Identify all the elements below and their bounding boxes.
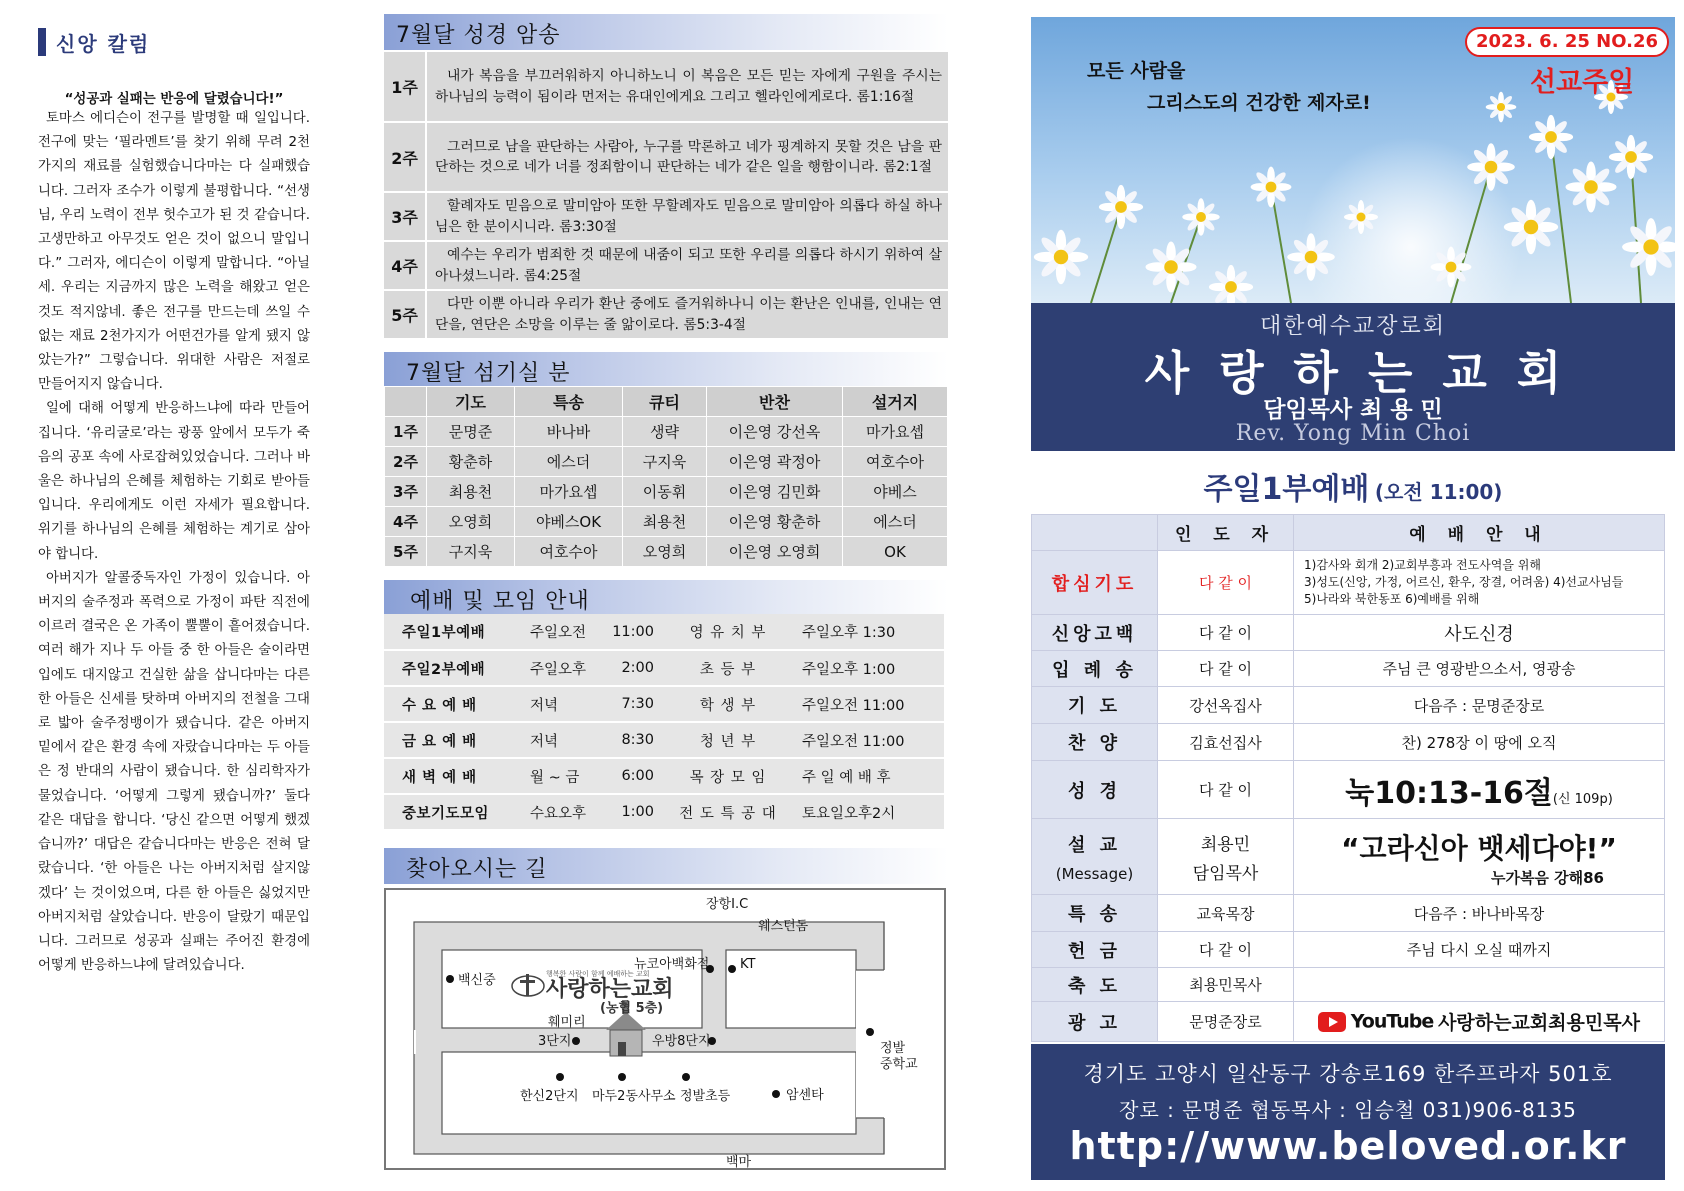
- table-row: [384, 758, 944, 794]
- sermon-series: 누가복음 강해86: [1490, 869, 1604, 887]
- map-label-baekma: 백마: [726, 1155, 752, 1168]
- order-info: 다음주 : 바나바목장: [1294, 895, 1665, 932]
- church-banner: [1031, 303, 1675, 451]
- table-cell: 5주: [385, 537, 427, 567]
- meeting-time: 7:30: [604, 686, 664, 722]
- order-label: 설 교: [1067, 834, 1122, 856]
- order-label: 신앙고백: [1032, 615, 1158, 651]
- scripture-cell: [1294, 761, 1665, 819]
- meeting-name: 새 벽 예 배: [384, 758, 522, 794]
- map-label-church-small: 행복한 사람이 함께 예배하는 교회: [546, 970, 650, 978]
- table-row: [1032, 687, 1665, 724]
- order-leader: 최용민: [1200, 834, 1251, 855]
- map-label-kt: KT: [740, 957, 756, 972]
- table-row: [384, 52, 948, 122]
- meetings-title: 예배 및 모임 안내: [410, 589, 590, 614]
- meeting-name: 중보기도모임: [384, 794, 522, 830]
- map-label-madu: 마두2동사무소: [592, 1089, 676, 1104]
- church-footer: [1031, 1044, 1665, 1180]
- meeting-name: 수 요 예 배: [384, 686, 522, 722]
- order-label-cell: [1032, 819, 1158, 895]
- table-row: [385, 417, 948, 447]
- table-cell: 야베스: [843, 477, 948, 507]
- meeting-name: 주일2부예배: [384, 650, 522, 686]
- table-cell: 바나바: [515, 417, 623, 447]
- service-name: 주일1부예배: [1203, 472, 1370, 507]
- meeting-name: 청 년 부: [664, 722, 792, 758]
- table-row: [384, 650, 944, 686]
- column-header: 기도: [427, 387, 515, 417]
- table-row: [1032, 819, 1665, 895]
- table-row: [384, 241, 948, 290]
- table-row: [1032, 724, 1665, 761]
- memory-verse-header: [384, 14, 948, 50]
- directions-map: [384, 888, 946, 1170]
- meeting-time: 1:00: [604, 794, 664, 830]
- order-label-sub: (Message): [1055, 864, 1134, 883]
- verse-cell: 다만 이뿐 아니라 우리가 환난 중에도 즐거워하나니 이는 환난은 인내를, 인내는 연단을, 연단은 소망을 이루는 줄 앎이로다. 롬5:3-4절: [426, 290, 948, 339]
- meetings-table: [384, 614, 944, 831]
- order-info: 주님 큰 영광받으소서, 영광송: [1294, 651, 1665, 687]
- table-row: [1032, 761, 1665, 819]
- table-cell: 이은영 오영희: [707, 537, 843, 567]
- map-title: 찾아오시는 길: [406, 857, 548, 882]
- meeting-name: 목 장 모 임: [664, 758, 792, 794]
- table-row: [385, 537, 948, 567]
- map-label-church: 사랑하는교회: [546, 977, 674, 1002]
- table-cell: 4주: [385, 507, 427, 537]
- corner-cell: [1032, 515, 1158, 551]
- duty-table: [384, 386, 948, 567]
- youtube-channel-name: 사랑하는교회최용민목사: [1438, 1012, 1640, 1034]
- map-label-ubang: 우방8단지: [652, 1034, 711, 1049]
- column-header: [385, 387, 427, 417]
- meeting-day: 저녁: [522, 722, 604, 758]
- order-leader: 다 같 이: [1158, 761, 1294, 819]
- map-label-newcore: 뉴코아백화점: [634, 957, 710, 972]
- service-title: [1031, 464, 1675, 508]
- denomination: 대한예수교장로회: [1259, 314, 1447, 339]
- map-label-baeksin: 백신중: [458, 973, 496, 988]
- pastor-name: 담임목사 최 용 민: [1263, 397, 1443, 423]
- table-row: [1032, 895, 1665, 932]
- meeting-day: 저녁: [522, 686, 604, 722]
- order-leader: 다 같 이: [1158, 551, 1294, 615]
- map-label-church-sub: (농협 5층): [600, 1001, 664, 1016]
- table-cell: 오영희: [623, 537, 707, 567]
- meeting-day: 주일오전: [522, 614, 604, 650]
- table-row: [384, 794, 944, 830]
- order-leader-cell: [1158, 819, 1294, 895]
- map-label-hemiri: 훼미리: [548, 1015, 586, 1030]
- verse-cell: 그러므로 남을 판단하는 사람아, 누구를 막론하고 네가 핑계하지 못할 것은 남을 판단하는 것으로 네가 너를 정죄함이니 판단하는 네가 같은 일을 행함이니라. 롬2:1절: [426, 122, 948, 192]
- meeting-day: 수요오후: [522, 794, 604, 830]
- map-label-jeongbal-elem: 정발초등: [680, 1089, 731, 1104]
- meeting-name: 전 도 특 공 대: [664, 794, 792, 830]
- meeting-name: 금 요 예 배: [384, 722, 522, 758]
- duty-header: [384, 352, 948, 388]
- sermon-cell: [1294, 819, 1665, 895]
- column-header: 설거지: [843, 387, 948, 417]
- service-order-table: [1031, 514, 1665, 1042]
- order-info: 찬) 278장 이 땅에 오직: [1294, 724, 1665, 761]
- week-cell: 2주: [384, 122, 426, 192]
- order-label: 합심기도: [1032, 551, 1158, 615]
- verse-cell: 예수는 우리가 범죄한 것 때문에 내줌이 되고 또한 우리를 의롭다 하시기 위하여 살아나셨느니라. 롬4:25절: [426, 241, 948, 290]
- table-cell: 구지욱: [623, 447, 707, 477]
- order-leader: 다 같 이: [1158, 932, 1294, 968]
- table-row: [1032, 1002, 1665, 1042]
- table-cell: 문명준: [427, 417, 515, 447]
- pastor-english-name: Rev. Yong Min Choi: [1235, 421, 1471, 446]
- column-headline: “성공과 실패는 반응에 달렸습니다!”: [64, 92, 284, 107]
- order-info: 주님 다시 오실 때까지: [1294, 932, 1665, 968]
- slogan-line-1: 모든 사람을: [1087, 60, 1186, 82]
- table-cell: 3주: [385, 477, 427, 507]
- table-row: [384, 614, 944, 650]
- memory-verse-table: [384, 52, 948, 340]
- sunday-theme: 선교주일: [1530, 67, 1635, 98]
- meetings-header: [384, 580, 948, 616]
- table-cell: 이은영 곽정아: [707, 447, 843, 477]
- meeting-time: 주일오전 11:00: [792, 686, 944, 722]
- table-cell: 최용천: [623, 507, 707, 537]
- column-header: [38, 24, 310, 60]
- table-header-row: [1032, 515, 1665, 551]
- order-label: 특 송: [1032, 895, 1158, 932]
- church-contact: 장로 : 문명준 협동목사 : 임승철 031)906-8135: [1119, 1098, 1577, 1122]
- order-label: 성 경: [1032, 761, 1158, 819]
- order-leader: 다 같 이: [1158, 651, 1294, 687]
- table-row: [1032, 615, 1665, 651]
- service-time: (오전 11:00): [1374, 480, 1503, 504]
- order-info: 1)감사와 회개 2)교회부흥과 전도사역을 위해 3)성도(신앙, 가정, 어르신, 환우, 장결, 어려움) 4)선교사님들 5)나라와 북한동포 6)예배를 위해: [1294, 551, 1665, 615]
- meeting-time: 11:00: [604, 614, 664, 650]
- order-label: 기 도: [1032, 687, 1158, 724]
- meeting-name: 초 등 부: [664, 650, 792, 686]
- column-header: 반찬: [707, 387, 843, 417]
- table-row: [384, 722, 944, 758]
- faith-column: [38, 24, 310, 978]
- table-row: [1032, 651, 1665, 687]
- order-leader: 김효선집사: [1158, 724, 1294, 761]
- map-label-janghang: 장항I.C: [706, 897, 749, 912]
- order-label: 찬 양: [1032, 724, 1158, 761]
- map-label-western: 웨스턴돔: [758, 919, 809, 934]
- duty-title: 7월달 섬기실 분: [406, 361, 571, 386]
- meeting-time: 8:30: [604, 722, 664, 758]
- table-row: [384, 290, 948, 339]
- table-cell: 여호수아: [843, 447, 948, 477]
- table-row: [385, 477, 948, 507]
- week-cell: 5주: [384, 290, 426, 339]
- table-cell: 이은영 김민화: [707, 477, 843, 507]
- table-cell: 에스더: [515, 447, 623, 477]
- order-label: 축 도: [1032, 968, 1158, 1002]
- order-leader: 강선옥집사: [1158, 687, 1294, 724]
- order-label: 헌 금: [1032, 932, 1158, 968]
- week-cell: 3주: [384, 192, 426, 241]
- table-cell: 에스더: [843, 507, 948, 537]
- order-leader: 다 같 이: [1158, 615, 1294, 651]
- website-link[interactable]: http://www.beloved.or.kr: [1069, 1124, 1627, 1168]
- verse-cell: 내가 복음을 부끄러워하지 아니하노니 이 복음은 모든 믿는 자에게 구원을 주시는 하나님의 능력이 됨이라 먼저는 유대인에게요 그리고 헬라인에게로다. 롬1:16절: [426, 52, 948, 122]
- table-cell: OK: [843, 537, 948, 567]
- order-label: 광 고: [1032, 1002, 1158, 1042]
- meeting-time: 주일오후 1:00: [792, 650, 944, 686]
- order-leader-sub: 담임목사: [1192, 863, 1259, 884]
- church-name: 사랑하는교회: [1144, 346, 1592, 400]
- header-bar: [38, 28, 46, 56]
- map-label-danji3: 3단지: [538, 1034, 572, 1049]
- column-paragraph: 아버지가 알콜중독자인 가정이 있습니다. 아버지의 술주정과 폭력으로 가정이 파탄 직전에 이르러 결국은 온 가족이 뿔뿔이 흩어졌습니다. 여러 해가 지나 두 아들 중 한 아들은 술이라면 입에도 대지않고 건실한 삶을 삽니다마는 다른 한 아들은 신세를 탓하며 아버지의 전철을 그대로 밟아 술주정뱅이가 됐습니다. 같은 아버지 밑에서 같은 환경 속에 자랐습니다마는 두 아들은 정 반대의 사람이 됐습니다. 한 심리학자가 물었습니다. ‘어떻게 그렇게 됐습니까?’ 둘다 같은 대답을 합니다. ‘당신 같으면 어떻게 했겠습니까?’ 대답은 같습니다마는 반응은 전혀 달랐습니다. ‘한 아들은 나는 아버지처럼 살지않겠다’ 는 것이었으며, 다른 한 아들은 싫었지만 아버지처럼 살았습니다. 반응이 달랐기 때문입니다. 그러므로 성공과 실패는 주어진 환경에 어떻게 반응하느냐에 달려있습니다.: [38, 570, 310, 974]
- table-row: [1032, 968, 1665, 1002]
- meeting-time: 주일오전 11:00: [792, 722, 944, 758]
- order-leader: 교육목장: [1158, 895, 1294, 932]
- order-leader: 최용민목사: [1158, 968, 1294, 1002]
- table-cell: 생략: [623, 417, 707, 447]
- date-issue-badge: 2023. 6. 25 NO.26: [1465, 27, 1669, 57]
- verse-cell: 할례자도 믿음으로 말미암아 또한 무할례자도 믿음으로 말미암아 의롭다 하실 하나님은 한 분이시니라. 롬3:30절: [426, 192, 948, 241]
- map-label-amcenter: 암센타: [786, 1088, 824, 1103]
- map-label-jeongbal-mid: 정발: [880, 1041, 906, 1056]
- order-info: [1294, 968, 1665, 1002]
- table-row: [384, 686, 944, 722]
- table-row: [384, 192, 948, 241]
- table-row: [384, 122, 948, 192]
- meeting-name: 영 유 치 부: [664, 614, 792, 650]
- map-label-jeongbal-mid2: 중학교: [880, 1057, 918, 1072]
- table-cell: 오영희: [427, 507, 515, 537]
- meeting-time: 토요일오후2시: [792, 794, 944, 830]
- slogan-line-2: 그리스도의 건강한 제자로!: [1147, 92, 1371, 114]
- table-cell: 이은영 황춘하: [707, 507, 843, 537]
- table-row: [1032, 932, 1665, 968]
- order-info: 다음주 : 문명준장로: [1294, 687, 1665, 724]
- table-cell: 2주: [385, 447, 427, 477]
- column-paragraph: 토마스 에디슨이 전구를 발명할 때 일입니다. 전구에 맞는 ‘필라멘트’를 찾기 위해 무려 2천 가지의 재료를 실험했습니다마는 다 실패했습니다. 그러자 조수가 이렇게 불평합니다. “선생님, 우리 노력이 전부 헛수고가 된 것 같습니다. 고생만하고 아무것도 얻은 것이 없으니 말입니다.” 그러자, 에디슨이 이렇게 말합니다. “아닐세. 우리는 지금까지 많은 노력을 해왔고 얻은 것도 적지않네. 좋은 전구를 만드는데 쓰일 수 없는 재료 2천가지가 어떤건가를 알게 됐지 않았는가?” 그렇습니다. 위대한 사람은 저절로 만들어지지 않습니다.: [38, 111, 310, 393]
- order-info: 사도신경: [1294, 615, 1665, 651]
- column-header: 예 배 안 내: [1294, 515, 1665, 551]
- meeting-time: 2:00: [604, 650, 664, 686]
- order-label: 입 례 송: [1032, 651, 1158, 687]
- week-cell: 4주: [384, 241, 426, 290]
- church-address: 경기도 고양시 일산동구 강송로169 한주프라자 501호: [1083, 1062, 1613, 1086]
- table-row: [1032, 551, 1665, 615]
- meeting-time: 주일오후 1:30: [792, 614, 944, 650]
- column-header: 큐티: [623, 387, 707, 417]
- table-cell: 이동휘: [623, 477, 707, 507]
- column-title: 신앙 칼럼: [56, 31, 151, 56]
- map-drawing: [386, 890, 944, 1168]
- youtube-link[interactable]: [1294, 1002, 1665, 1042]
- map-label-hansin: 한신2단지: [520, 1089, 579, 1104]
- memory-verse-title: 7월달 성경 암송: [396, 23, 561, 48]
- week-cell: 1주: [384, 52, 426, 122]
- meeting-time: 6:00: [604, 758, 664, 794]
- table-row: [385, 447, 948, 477]
- table-cell: 마가요셉: [515, 477, 623, 507]
- table-cell: 야베스OK: [515, 507, 623, 537]
- scripture-reference: 눅10:13-16절: [1345, 775, 1553, 811]
- map-header: [384, 848, 948, 884]
- meeting-time: 주 일 예 배 후: [792, 758, 944, 794]
- table-cell: 최용천: [427, 477, 515, 507]
- column-paragraph: 일에 대해 어떻게 반응하느냐에 따라 만들어집니다. ‘유리굴로’라는 광풍 앞에서 모두가 죽음의 공포 속에 사로잡혀있었습니다. 그러나 바울은 하나님의 은혜를 체험하는 기회로 받아들입니다. 우리에게도 이런 자세가 필요합니다. 위기를 하나님의 은혜를 체험하는 계기로 삼아야 합니다.: [38, 401, 310, 562]
- youtube-wordmark: YouTube: [1350, 1010, 1434, 1033]
- meeting-day: 주일오후: [522, 650, 604, 686]
- table-cell: 마가요셉: [843, 417, 948, 447]
- table-cell: 구지욱: [427, 537, 515, 567]
- table-cell: 이은영 강선옥: [707, 417, 843, 447]
- table-cell: 1주: [385, 417, 427, 447]
- meeting-name: 주일1부예배: [384, 614, 522, 650]
- table-cell: 여호수아: [515, 537, 623, 567]
- meeting-name: 학 생 부: [664, 686, 792, 722]
- table-header-row: [385, 387, 948, 417]
- table-cell: 황춘하: [427, 447, 515, 477]
- column-header: 특송: [515, 387, 623, 417]
- table-row: [385, 507, 948, 537]
- order-leader: 문명준장로: [1158, 1002, 1294, 1042]
- youtube-play-icon: [1318, 1012, 1346, 1032]
- scripture-page: (신 109p): [1552, 791, 1613, 807]
- meeting-day: 월 ~ 금: [522, 758, 604, 794]
- sermon-title: “고라신아 뱃세다야!”: [1341, 832, 1617, 865]
- column-header: 인 도 자: [1158, 515, 1294, 551]
